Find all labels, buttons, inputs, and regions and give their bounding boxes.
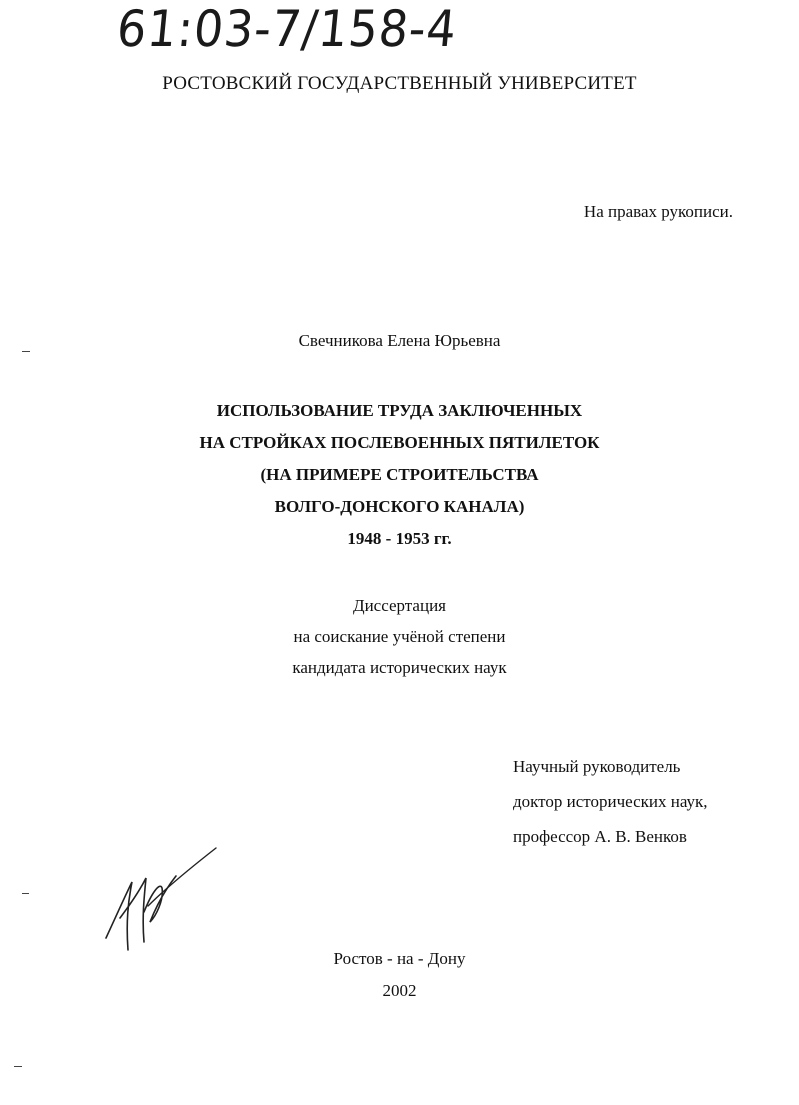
dissertation-title bbox=[0, 395, 799, 555]
dissertation-degree bbox=[0, 590, 799, 683]
scan-artifact bbox=[14, 1066, 22, 1067]
scan-artifact bbox=[22, 893, 29, 894]
degree-line: Диссертация bbox=[352, 596, 446, 615]
handwritten-archive-code: 61:03-7/158-4 bbox=[114, 0, 460, 58]
place-and-year bbox=[0, 943, 799, 1007]
degree-line: на соискание учёной степени bbox=[293, 627, 506, 646]
scan-artifact bbox=[22, 351, 30, 352]
supervisor-block bbox=[513, 749, 708, 854]
city-name: Ростов - на - Дону bbox=[333, 949, 466, 968]
supervisor-line: профессор А. В. Венков bbox=[513, 827, 687, 846]
university-name: РОСТОВСКИЙ ГОСУДАРСТВЕННЫЙ УНИВЕРСИТЕТ bbox=[162, 73, 637, 94]
supervisor-line: доктор исторических наук, bbox=[513, 792, 708, 811]
title-line: НА СТРОЙКАХ ПОСЛЕВОЕННЫХ ПЯТИЛЕТОК bbox=[199, 433, 600, 452]
year: 2002 bbox=[382, 981, 417, 1000]
title-line: ИСПОЛЬЗОВАНИЕ ТРУДА ЗАКЛЮЧЕННЫХ bbox=[216, 401, 583, 420]
title-line: (НА ПРИМЕРЕ СТРОИТЕЛЬСТВА bbox=[260, 465, 539, 484]
author-name: Свечникова Елена Юрьевна bbox=[298, 331, 501, 350]
supervisor-line: Научный руководитель bbox=[513, 757, 681, 776]
manuscript-note: На правах рукописи. bbox=[583, 202, 733, 221]
title-line: ВОЛГО-ДОНСКОГО КАНАЛА) bbox=[274, 497, 525, 516]
degree-line: кандидата исторических наук bbox=[292, 658, 507, 677]
title-years: 1948 - 1953 гг. bbox=[347, 529, 452, 548]
